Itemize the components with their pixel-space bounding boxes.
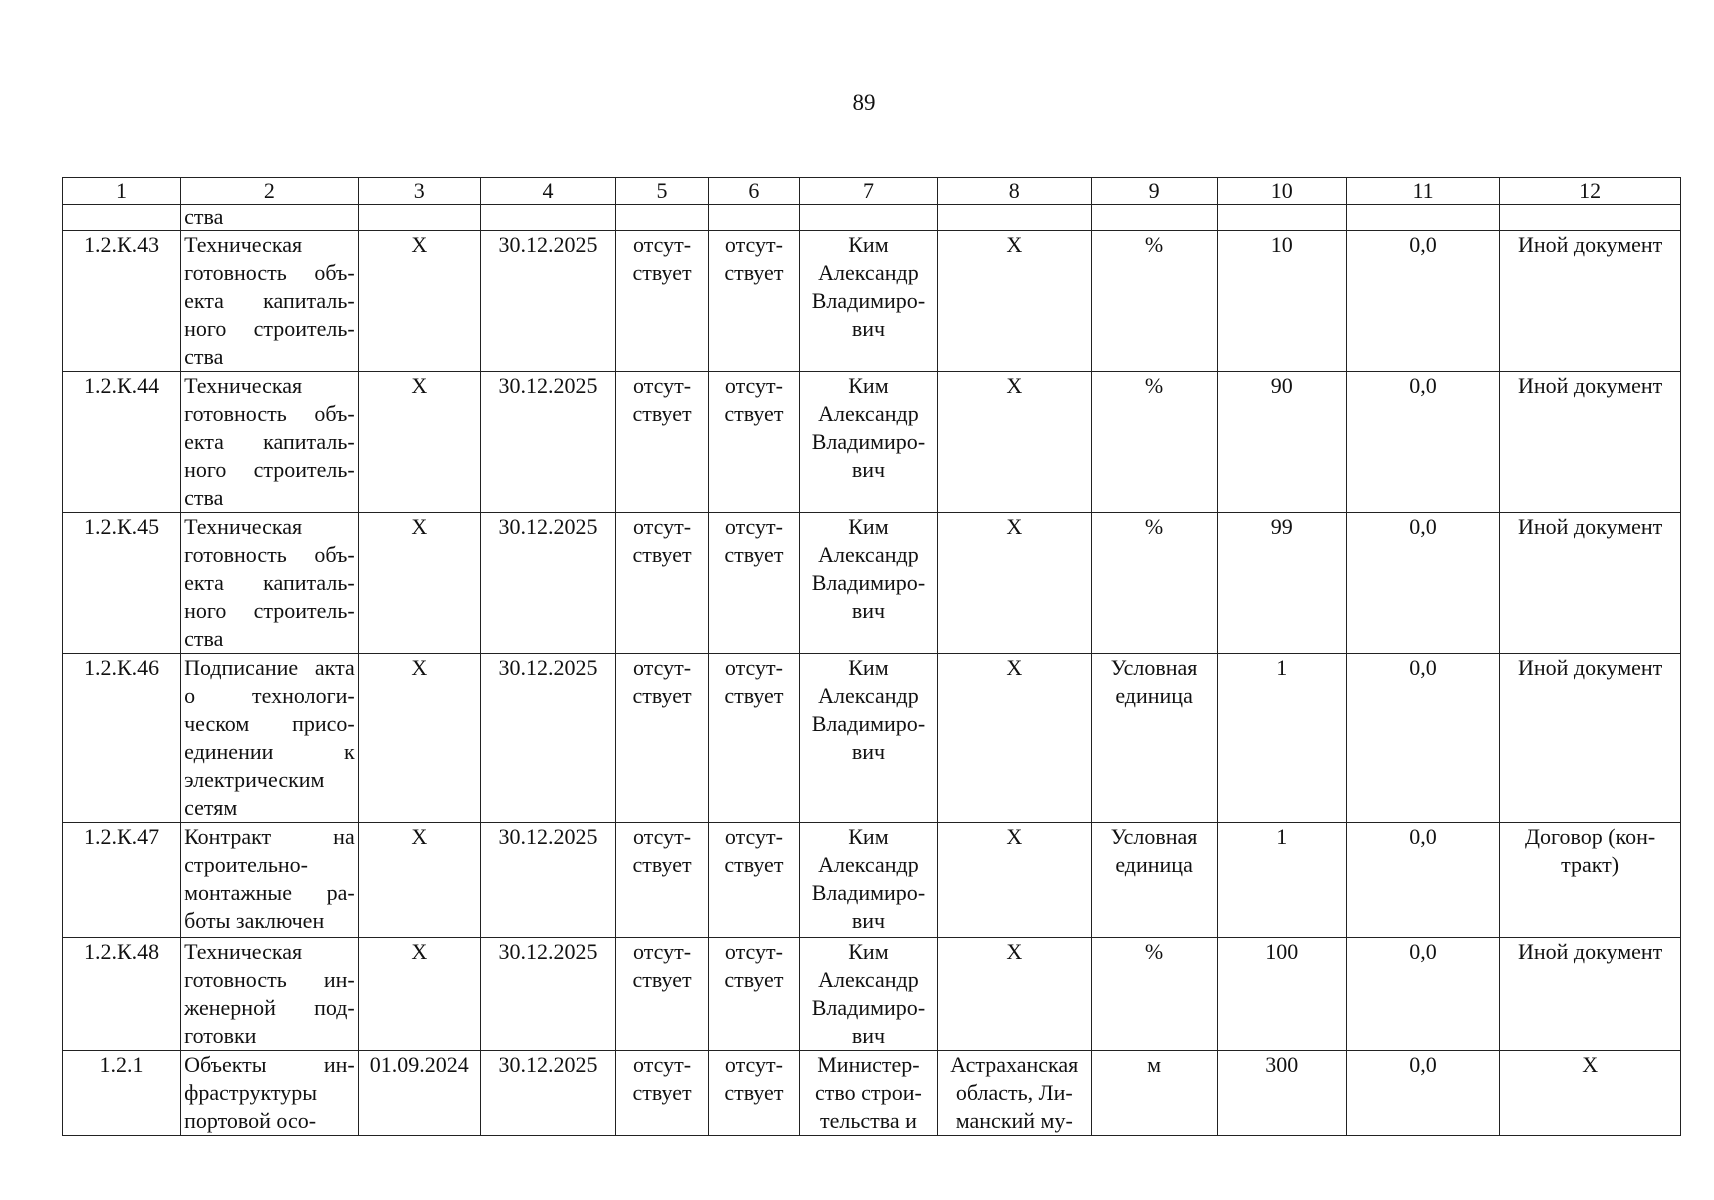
- cell-value: 1: [1217, 654, 1346, 823]
- cell-end-date: 30.12.2025: [480, 654, 615, 823]
- cell-responsible: Ким Александр Владимирович: [799, 823, 937, 938]
- table-row: [63, 938, 1681, 1051]
- cell-start-date: Х: [358, 513, 480, 654]
- cell-document: Иной документ: [1500, 938, 1681, 1051]
- column-header: 11: [1346, 178, 1499, 205]
- cell-col6: отсутствует: [708, 938, 799, 1051]
- cell-number: 1.2.К.44: [63, 372, 181, 513]
- cell-value: 100: [1217, 938, 1346, 1051]
- column-header: 1: [63, 178, 181, 205]
- cell-value: 1: [1217, 823, 1346, 938]
- cell-end-date: 30.12.2025: [480, 1051, 615, 1136]
- cell-col5: отсутствует: [616, 823, 709, 938]
- cell-responsible: Ким Александр Владимирович: [799, 372, 937, 513]
- cell-col6: отсутствует: [708, 372, 799, 513]
- cell-value: 90: [1217, 372, 1346, 513]
- cell-col8: Астраханская область, Лиманский му-: [938, 1051, 1091, 1136]
- plan-table: [62, 177, 1681, 1136]
- column-header: 9: [1091, 178, 1217, 205]
- column-header: 8: [938, 178, 1091, 205]
- table-row: [63, 513, 1681, 654]
- cell-responsible: Министерство строительства и: [799, 1051, 937, 1136]
- cell-col11: 0,0: [1346, 513, 1499, 654]
- cell-number: 1.2.К.43: [63, 231, 181, 372]
- cell-name: Подписание акта о технологическом присоединении к электрическим сетям: [181, 654, 359, 823]
- cell-unit: Условная единица: [1091, 654, 1217, 823]
- cell-start-date: Х: [358, 231, 480, 372]
- cell-col6: отсутствует: [708, 231, 799, 372]
- continuation-text: ства: [181, 205, 359, 231]
- cell-value: 10: [1217, 231, 1346, 372]
- cell-unit: м: [1091, 1051, 1217, 1136]
- cell-unit: %: [1091, 372, 1217, 513]
- column-header: 7: [799, 178, 937, 205]
- cell-end-date: 30.12.2025: [480, 231, 615, 372]
- cell-end-date: 30.12.2025: [480, 938, 615, 1051]
- cell-document: Иной документ: [1500, 372, 1681, 513]
- cell-start-date: 01.09.2024: [358, 1051, 480, 1136]
- cell-col5: отсутствует: [616, 1051, 709, 1136]
- cell-col11: 0,0: [1346, 1051, 1499, 1136]
- cell-document: Иной документ: [1500, 513, 1681, 654]
- table-row: [63, 372, 1681, 513]
- cell-col5: отсутствует: [616, 654, 709, 823]
- cell-col11: 0,0: [1346, 823, 1499, 938]
- cell-unit: %: [1091, 938, 1217, 1051]
- cell-name: Техническая готовность объекта капитального строительства: [181, 372, 359, 513]
- cell-start-date: Х: [358, 938, 480, 1051]
- cell-document: Договор (контракт): [1500, 823, 1681, 938]
- cell-col6: отсутствует: [708, 654, 799, 823]
- cell-col8: Х: [938, 938, 1091, 1051]
- cell-col5: отсутствует: [616, 372, 709, 513]
- cell-end-date: 30.12.2025: [480, 372, 615, 513]
- cell-col8: Х: [938, 372, 1091, 513]
- cell-document: Х: [1500, 1051, 1681, 1136]
- cell-col11: 0,0: [1346, 231, 1499, 372]
- cell-col8: Х: [938, 513, 1091, 654]
- cell-unit: Условная единица: [1091, 823, 1217, 938]
- cell-name: Техническая готовность объекта капитального строительства: [181, 513, 359, 654]
- column-header: 4: [480, 178, 615, 205]
- cell-end-date: 30.12.2025: [480, 513, 615, 654]
- column-header: 10: [1217, 178, 1346, 205]
- cell-responsible: Ким Александр Владимирович: [799, 654, 937, 823]
- table-row: [63, 823, 1681, 938]
- cell-col6: отсутствует: [708, 1051, 799, 1136]
- cell-unit: %: [1091, 231, 1217, 372]
- cell-col5: отсутствует: [616, 513, 709, 654]
- column-header: 2: [181, 178, 359, 205]
- cell-col5: отсутствует: [616, 938, 709, 1051]
- column-header: 6: [708, 178, 799, 205]
- table-row: [63, 1051, 1681, 1136]
- cell-responsible: Ким Александр Владимирович: [799, 513, 937, 654]
- continuation-row: [63, 205, 1681, 231]
- cell-name: Объекты инфраструктуры портовой осо-: [181, 1051, 359, 1136]
- column-header: 5: [616, 178, 709, 205]
- cell-col11: 0,0: [1346, 938, 1499, 1051]
- cell-col11: 0,0: [1346, 654, 1499, 823]
- cell-number: 1.2.К.48: [63, 938, 181, 1051]
- cell-number: 1.2.К.47: [63, 823, 181, 938]
- cell-end-date: 30.12.2025: [480, 823, 615, 938]
- cell-unit: %: [1091, 513, 1217, 654]
- cell-number: 1.2.К.46: [63, 654, 181, 823]
- cell-responsible: Ким Александр Владимирович: [799, 231, 937, 372]
- table-body: [63, 231, 1681, 1136]
- cell-col5: отсутствует: [616, 231, 709, 372]
- page-number: 89: [852, 90, 876, 115]
- cell-number: 1.2.К.45: [63, 513, 181, 654]
- cell-start-date: Х: [358, 654, 480, 823]
- cell-value: 99: [1217, 513, 1346, 654]
- cell-col8: Х: [938, 823, 1091, 938]
- table-row: [63, 231, 1681, 372]
- cell-responsible: Ким Александр Владимирович: [799, 938, 937, 1051]
- cell-name: Техническая готовность инженерной подготовки: [181, 938, 359, 1051]
- cell-number: 1.2.1: [63, 1051, 181, 1136]
- cell-col6: отсутствует: [708, 513, 799, 654]
- cell-start-date: Х: [358, 372, 480, 513]
- cell-col8: Х: [938, 231, 1091, 372]
- cell-col6: отсутствует: [708, 823, 799, 938]
- cell-start-date: Х: [358, 823, 480, 938]
- column-header: 3: [358, 178, 480, 205]
- table-header-row: [63, 178, 1681, 205]
- cell-col8: Х: [938, 654, 1091, 823]
- cell-document: Иной документ: [1500, 231, 1681, 372]
- cell-name: Контракт на строительно-монтажные работы заключен: [181, 823, 359, 938]
- cell-document: Иной документ: [1500, 654, 1681, 823]
- column-header: 12: [1500, 178, 1681, 205]
- cell-name: Техническая готовность объекта капитального строительства: [181, 231, 359, 372]
- cell-value: 300: [1217, 1051, 1346, 1136]
- table-row: [63, 654, 1681, 823]
- cell-col11: 0,0: [1346, 372, 1499, 513]
